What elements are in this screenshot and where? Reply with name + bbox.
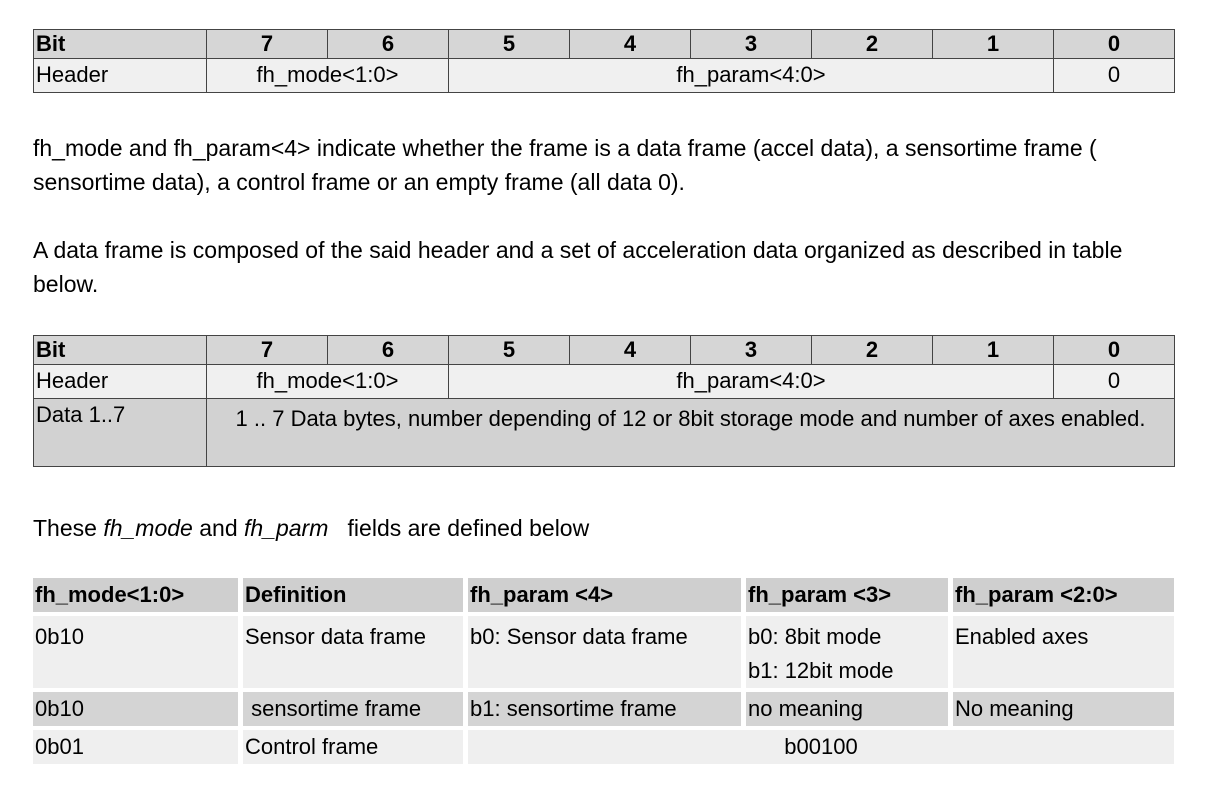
bit-3: 3 <box>691 336 812 365</box>
paragraph-fields-intro <box>33 511 589 545</box>
fh-mode-field: fh_mode<1:0> <box>207 365 449 399</box>
param-3-option-12bit: b1: 12bit mode <box>748 658 894 683</box>
bit-2: 2 <box>812 30 933 59</box>
fh-param-field: fh_param<4:0> <box>449 365 1054 399</box>
row-param-2-0: No meaning <box>953 692 1174 726</box>
row-param-4: b1: sensortime frame <box>468 692 741 726</box>
row-param-3: no meaning <box>746 692 948 726</box>
bit-3: 3 <box>691 30 812 59</box>
data-bytes-description: 1 .. 7 Data bytes, number depending of 12 or 8bit storage mode and number of axes enabled. <box>207 399 1175 467</box>
bit0-value: 0 <box>1054 365 1175 399</box>
bit-1: 1 <box>933 30 1054 59</box>
header-row <box>34 365 1175 399</box>
field-table-header <box>33 578 1174 612</box>
data-label: Data 1..7 <box>34 399 207 467</box>
bit-1: 1 <box>933 336 1054 365</box>
row-param-combined: b00100 <box>468 730 1174 764</box>
table-row <box>33 692 1174 726</box>
bit-6: 6 <box>328 336 449 365</box>
bit-2: 2 <box>812 336 933 365</box>
fh-param-field: fh_param<4:0> <box>449 59 1054 93</box>
intro-fh-mode: fh_mode <box>103 515 193 541</box>
bit-4: 4 <box>570 30 691 59</box>
col-fh-param-3: fh_param <3> <box>746 578 948 612</box>
row-definition: sensortime frame <box>243 692 463 726</box>
fh-mode-field: fh_mode<1:0> <box>207 59 449 93</box>
bit-5: 5 <box>449 30 570 59</box>
intro-text-post: fields are defined below <box>328 515 590 541</box>
row-mode: 0b10 <box>33 616 238 688</box>
bit-header-row <box>34 30 1175 59</box>
table-row <box>33 616 1174 688</box>
paragraph-data-frame: A data frame is composed of the said header and a set of acceleration data organized as described in table below. <box>33 237 1123 297</box>
col-fh-param-4: fh_param <4> <box>468 578 741 612</box>
intro-fh-parm: fh_parm <box>244 515 329 541</box>
bit-header-row <box>34 336 1175 365</box>
param-3-option-8bit: b0: 8bit mode <box>748 624 882 649</box>
row-definition: Control frame <box>243 730 463 764</box>
header-label: Header <box>34 365 207 399</box>
bit-label: Bit <box>34 30 207 59</box>
bit-table-header <box>33 29 1175 93</box>
row-param-4: b0: Sensor data frame <box>468 616 741 688</box>
intro-text-mid: and <box>192 515 244 541</box>
field-definition-table <box>28 574 1179 768</box>
bit-7: 7 <box>207 336 328 365</box>
bit-0: 0 <box>1054 336 1175 365</box>
row-definition: Sensor data frame <box>243 616 463 688</box>
header-label: Header <box>34 59 207 93</box>
bit-6: 6 <box>328 30 449 59</box>
bit-label: Bit <box>34 336 207 365</box>
col-fh-param-2-0: fh_param <2:0> <box>953 578 1174 612</box>
bit-0: 0 <box>1054 30 1175 59</box>
data-row <box>34 399 1175 467</box>
table-row <box>33 730 1174 764</box>
intro-text-pre: These <box>33 515 104 541</box>
row-mode: 0b10 <box>33 692 238 726</box>
row-mode: 0b01 <box>33 730 238 764</box>
bit0-value: 0 <box>1054 59 1175 93</box>
row-param-3 <box>746 616 948 688</box>
col-fh-mode: fh_mode<1:0> <box>33 578 238 612</box>
row-param-2-0: Enabled axes <box>953 616 1174 688</box>
col-definition: Definition <box>243 578 463 612</box>
paragraph-frame-types: fh_mode and fh_param<4> indicate whether the frame is a data frame (accel data), a sensortime frame ( sensortime data), a control frame or an empty frame (all data 0). <box>33 135 1097 195</box>
bit-5: 5 <box>449 336 570 365</box>
bit-7: 7 <box>207 30 328 59</box>
bit-table-data-frame <box>33 335 1175 467</box>
header-row <box>34 59 1175 93</box>
bit-4: 4 <box>570 336 691 365</box>
